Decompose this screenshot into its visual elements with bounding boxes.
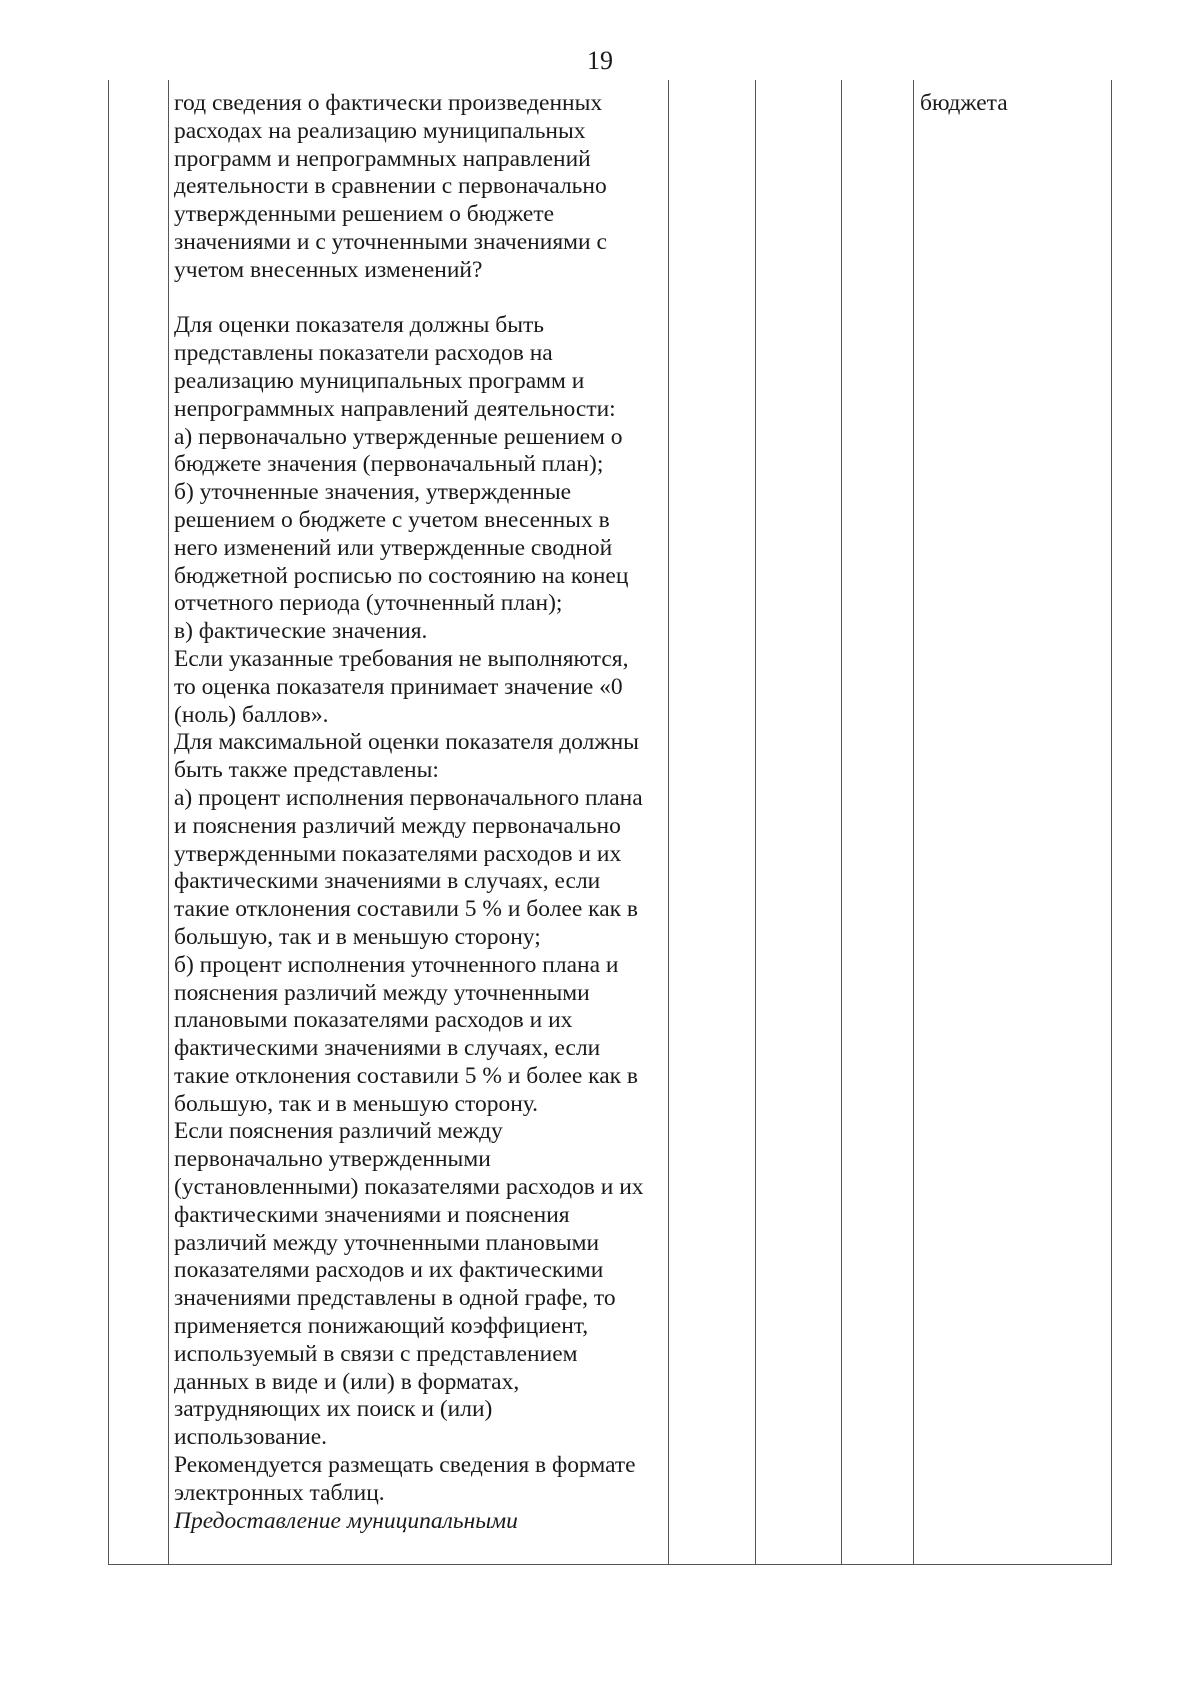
description-paragraph-1	[174, 90, 674, 285]
text-line: показателями расходов и их фактическими	[174, 1257, 604, 1284]
text-line: него изменений или утвержденные сводной	[174, 534, 613, 561]
table-border-left	[108, 80, 109, 1564]
text-line: программ и непрограммных направлений	[174, 145, 591, 172]
text-line: в) фактические значения.	[174, 618, 428, 645]
text-line: утвержденными решением о бюджете	[174, 201, 555, 228]
italic-continuation-line: Предоставление муниципальными	[174, 1507, 518, 1534]
table-divider-4	[841, 80, 842, 1564]
text-line: Для максимальной оценки показателя должны	[174, 729, 639, 756]
table-border-right	[1111, 80, 1112, 1564]
description-paragraph-2	[174, 312, 674, 1507]
text-line: такие отклонения составили 5 % и более как в	[174, 1062, 639, 1089]
text-line: затрудняющих их поиск и (или)	[174, 1396, 493, 1423]
text-line: представлены показатели расходов на	[174, 340, 553, 367]
text-line: и пояснения различий между первоначально	[174, 812, 621, 839]
text-line: решением о бюджете с учетом внесенных в	[174, 506, 610, 533]
text-line: Если пояснения различий между	[174, 1118, 503, 1145]
text-line: бюджетной росписью по состоянию на конец	[174, 562, 629, 589]
text-line: первоначально утвержденными	[174, 1146, 491, 1173]
criteria-description-cell	[174, 90, 674, 1535]
text-line: учетом внесенных изменений?	[174, 256, 483, 283]
text-line: значениями и с уточненными значениями с	[174, 228, 607, 255]
text-line: значениями представлены в одной графе, то	[174, 1285, 616, 1312]
text-line: год сведения о фактически произведенных	[174, 90, 603, 116]
text-line: фактическими значениями и пояснения	[174, 1201, 570, 1228]
text-line: пояснения различий между уточненными	[174, 979, 590, 1006]
text-line: применяется понижающий коэффициент,	[174, 1313, 589, 1340]
text-line: используемый в связи с представлением	[174, 1340, 578, 1367]
text-line: фактическими значениями в случаях, если	[174, 868, 601, 895]
table-divider-1	[168, 80, 169, 1564]
text-line: плановыми показателями расходов и их	[174, 1007, 573, 1034]
text-line: деятельности в сравнении с первоначально	[174, 173, 607, 200]
source-cell: бюджета	[920, 90, 1008, 116]
text-line: реализацию муниципальных программ и	[174, 367, 585, 394]
text-line: непрограммных направлений деятельности:	[174, 395, 616, 422]
text-line: то оценка показателя принимает значение «0	[174, 673, 623, 700]
text-line: большую, так и в меньшую сторону.	[174, 1090, 539, 1117]
text-line: (установленными) показателями расходов и их	[174, 1174, 644, 1201]
text-line: (ноль) баллов».	[174, 701, 329, 728]
text-line: Если указанные требования не выполняются,	[174, 645, 629, 672]
text-line: б) уточненные значения, утвержденные	[174, 479, 572, 506]
table-divider-3	[755, 80, 756, 1564]
text-line: большую, так и в меньшую сторону;	[174, 923, 541, 950]
text-line: электронных таблиц.	[174, 1479, 385, 1506]
table-divider-5	[913, 80, 914, 1564]
text-line: различий между уточненными плановыми	[174, 1229, 600, 1256]
text-line: утвержденными показателями расходов и их	[174, 840, 622, 867]
criteria-table	[108, 80, 1112, 1565]
text-line: б) процент исполнения уточненного плана и	[174, 951, 619, 978]
text-line: такие отклонения составили 5 % и более как в	[174, 896, 639, 923]
text-line: фактическими значениями в случаях, если	[174, 1035, 601, 1062]
page-number: 19	[587, 46, 613, 75]
text-line: а) процент исполнения первоначального плана	[174, 784, 643, 811]
text-line: отчетного периода (уточненный план);	[174, 590, 563, 617]
text-line: а) первоначально утвержденные решением о	[174, 423, 623, 450]
text-line: расходах на реализацию муниципальных	[174, 117, 586, 144]
text-line: быть также представлены:	[174, 757, 439, 784]
text-line: Рекомендуется размещать сведения в формате	[174, 1452, 636, 1479]
text-line: бюджете значения (первоначальный план);	[174, 451, 604, 478]
text-line: данных в виде и (или) в форматах,	[174, 1368, 520, 1395]
text-line: Для оценки показателя должны быть	[174, 312, 545, 339]
text-line: использование.	[174, 1424, 328, 1451]
paragraph-gap	[174, 285, 674, 313]
